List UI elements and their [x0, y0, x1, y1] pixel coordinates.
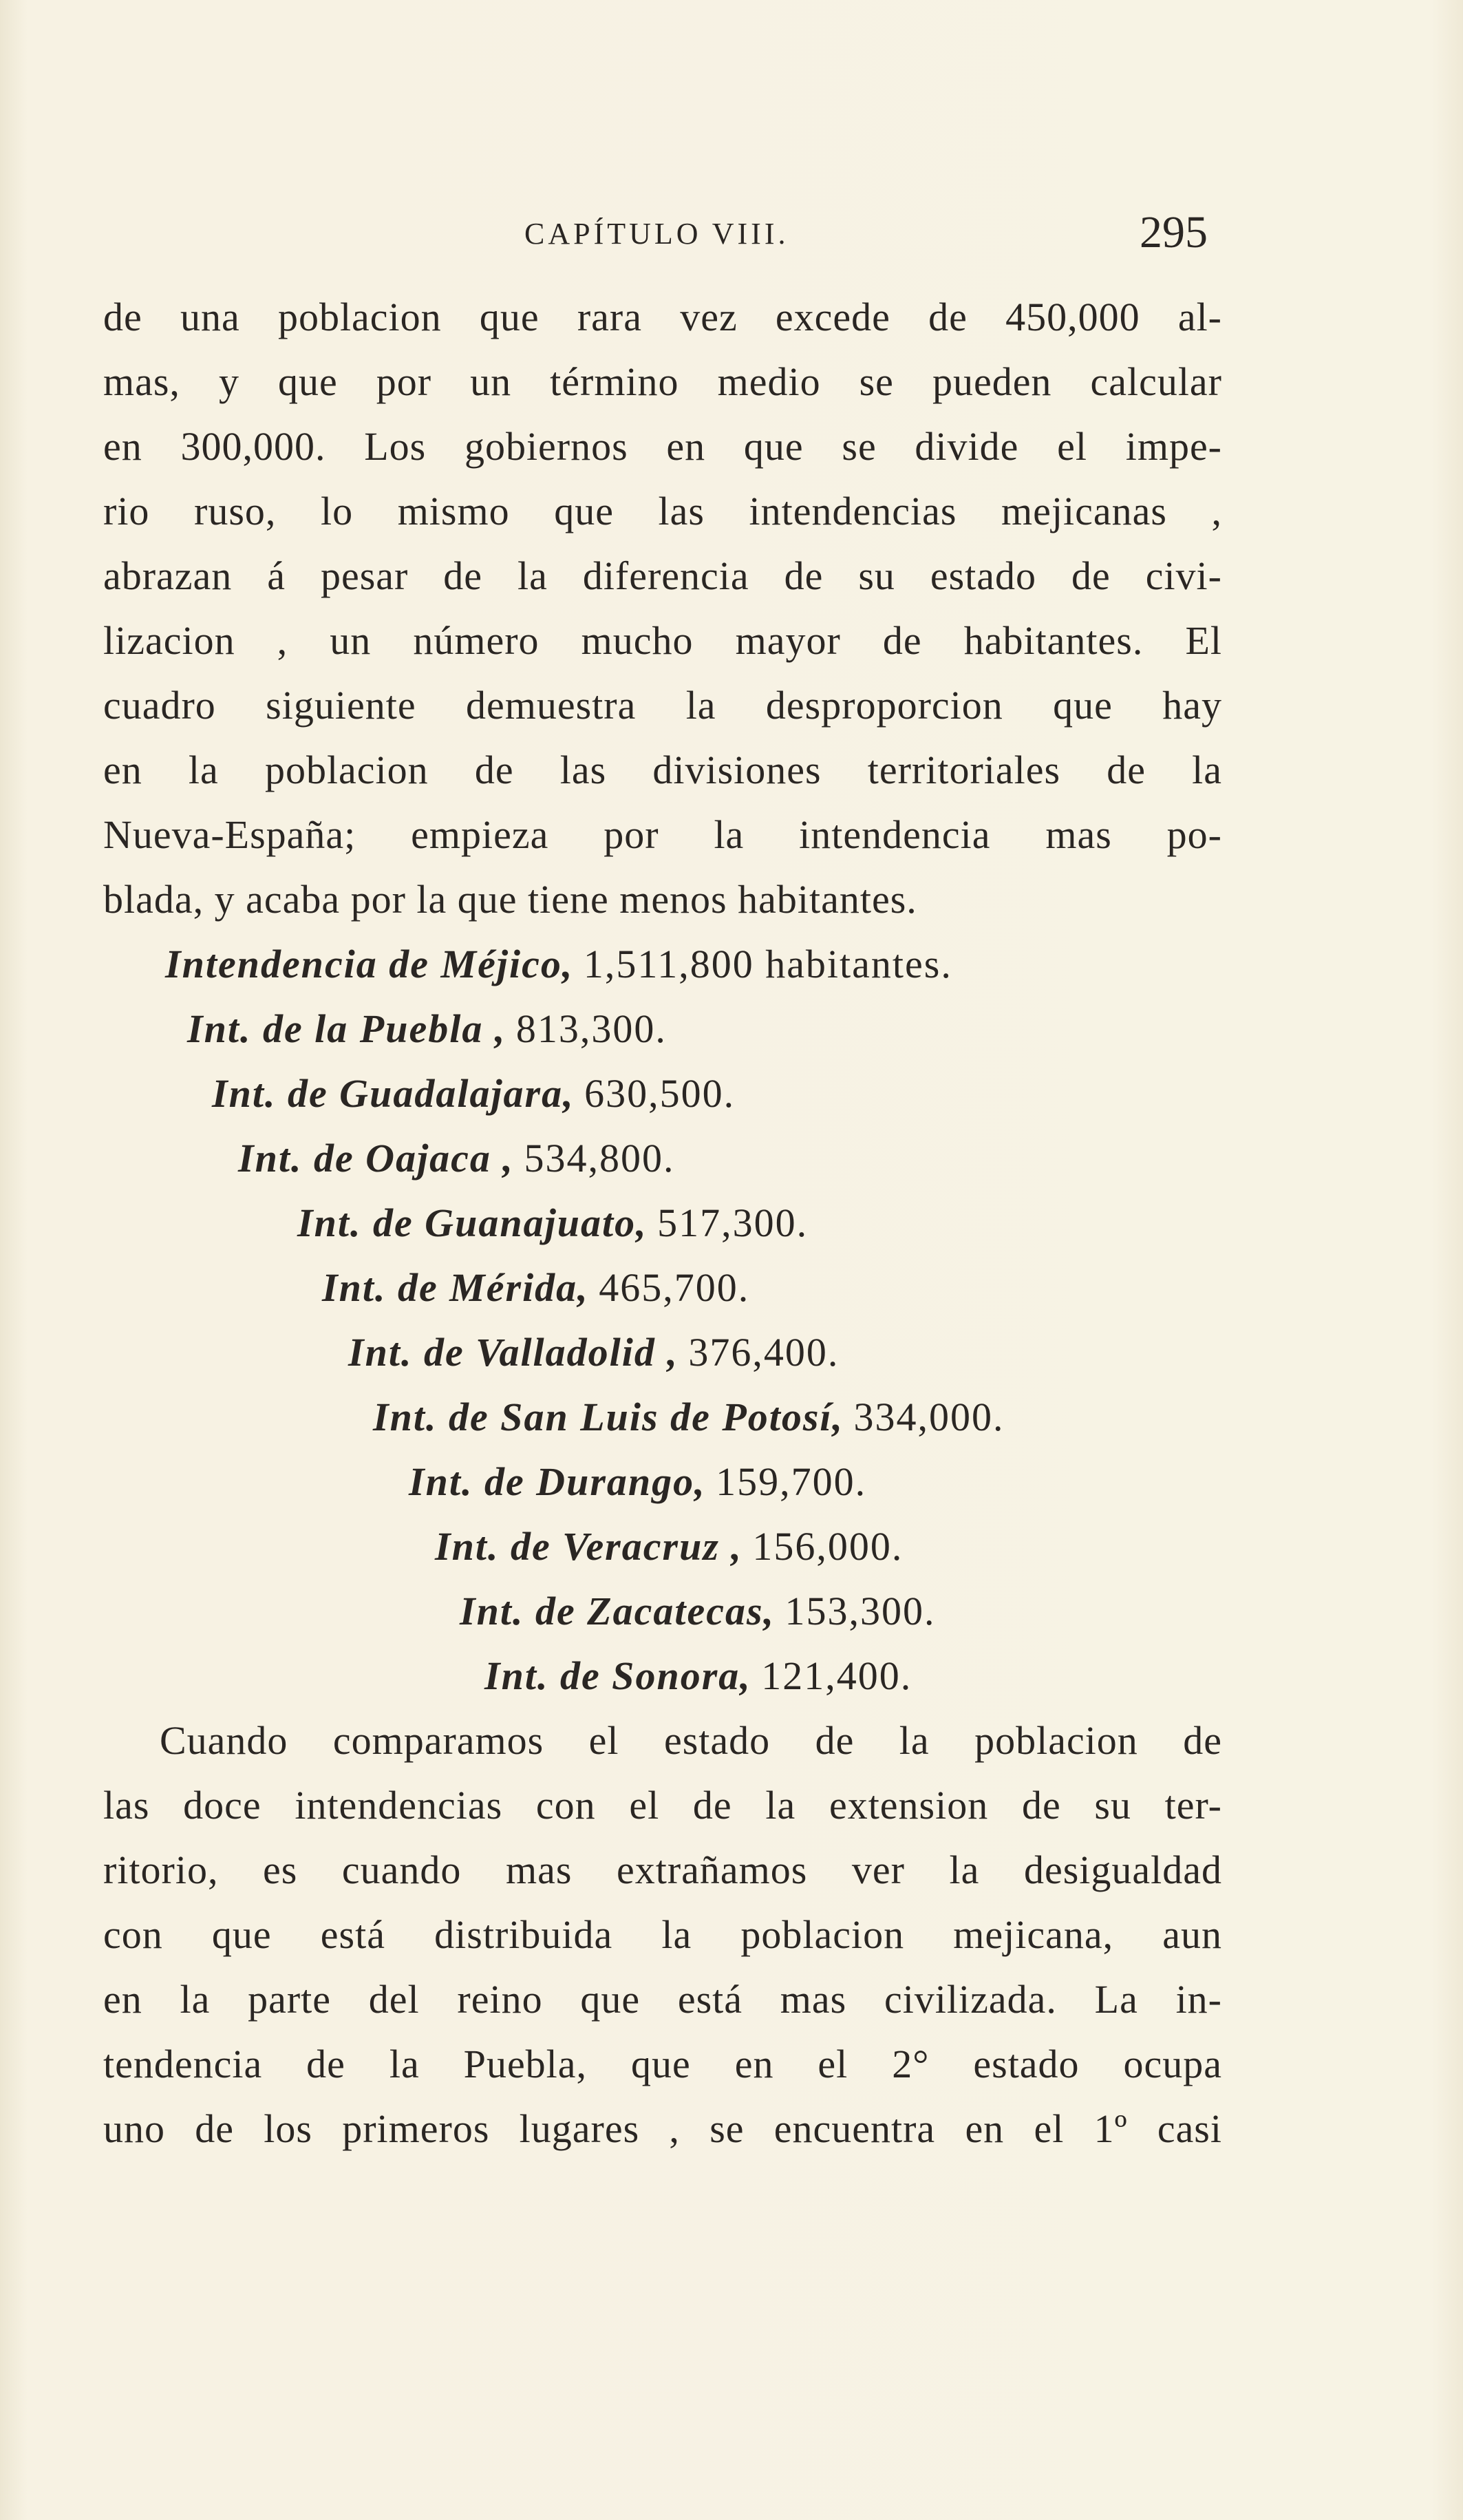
intendencia-population: 159,700. — [716, 1459, 867, 1504]
text-line: Cuando comparamos el estado de la poblacion de — [160, 1718, 1222, 1763]
text-line: de una poblacion que rara vez excede de 450,000 al- — [103, 295, 1222, 339]
intendencia-population: 156,000. — [752, 1524, 904, 1569]
list-item — [187, 1006, 667, 1051]
text-line: cuadro siguiente demuestra la desproporcion que hay — [103, 683, 1222, 728]
intendencia-name: Int. de Guanajuato, — [297, 1200, 648, 1245]
text-line: lizacion , un número mucho mayor de habitantes. El — [103, 618, 1222, 663]
list-item — [322, 1265, 750, 1310]
list-item — [435, 1524, 904, 1569]
text-line: en 300,000. Los gobiernos en que se divide el impe- — [103, 424, 1222, 469]
page-number: 295 — [1140, 207, 1208, 257]
intendencia-name: Int. de Sonora, — [484, 1653, 751, 1698]
text-line: tendencia de la Puebla, que en el 2° estado ocupa — [103, 2042, 1222, 2086]
intendencia-name: Int. de Guadalajara, — [212, 1071, 575, 1116]
text-line: ritorio, es cuando mas extrañamos ver la desigualdad — [103, 1847, 1222, 1892]
intendencia-name: Intendencia de Méjico, — [165, 942, 574, 986]
list-item — [460, 1591, 936, 1631]
intendencia-population: 630,500. — [584, 1071, 736, 1116]
text-line: con que está distribuida la poblacion mejicana, aun — [103, 1912, 1222, 1957]
text-line: blada, y acaba por la que tiene menos habitantes. — [103, 877, 917, 922]
text-line: abrazan á pesar de la diferencia de su estado de civi- — [103, 553, 1222, 598]
intendencia-name: Int. de San Luis de Potosí, — [373, 1395, 844, 1439]
list-item — [348, 1330, 840, 1375]
running-head — [0, 207, 1463, 262]
intendencia-name: Int. de Valladolid , — [348, 1330, 679, 1375]
intendencia-population: 121,400. — [761, 1653, 912, 1698]
intendencia-population: 465,700. — [599, 1265, 750, 1310]
intendencia-population: 376,400. — [688, 1330, 840, 1375]
list-item — [409, 1459, 867, 1504]
text-line: Nueva-España; empieza por la intendencia mas po- — [103, 812, 1222, 857]
text-line: mas, y que por un término medio se pueden calcular — [103, 359, 1222, 404]
intendencia-population: 534,800. — [524, 1136, 675, 1180]
list-item — [297, 1200, 809, 1245]
chapter-title: CAPÍTULO VIII. — [524, 217, 789, 251]
text-line: en la parte del reino que está mas civilizada. La in- — [103, 1977, 1222, 2022]
intendencia-name: Int. de Oajaca , — [238, 1136, 514, 1180]
intendencia-name: Int. de Mérida, — [322, 1265, 589, 1310]
text-line: uno de los primeros lugares , se encuentra en el 1º casi — [103, 2106, 1222, 2151]
text-line: rio ruso, lo mismo que las intendencias mejicanas , — [103, 489, 1222, 533]
list-item — [165, 944, 952, 984]
list-item — [238, 1136, 675, 1180]
intendencia-name: Int. de la Puebla , — [187, 1006, 506, 1051]
list-item — [212, 1071, 736, 1116]
list-item — [373, 1397, 1005, 1437]
intendencia-name: Int. de Durango, — [409, 1459, 706, 1504]
text-line: en la poblacion de las divisiones territoriales de la — [103, 748, 1222, 792]
intendencia-population: 517,300. — [657, 1200, 809, 1245]
intendencia-population: 334,000. — [853, 1395, 1005, 1439]
intendencia-name: Int. de Veracruz , — [435, 1524, 743, 1569]
intendencia-population: 813,300. — [515, 1006, 667, 1051]
list-item — [484, 1653, 912, 1698]
text-line: las doce intendencias con el de la extension de su ter- — [103, 1783, 1222, 1828]
intendencia-name: Int. de Zacatecas, — [460, 1589, 776, 1633]
intendencia-population: 153,300. — [784, 1589, 936, 1633]
intendencia-population: 1,511,800 habitantes. — [583, 942, 952, 986]
